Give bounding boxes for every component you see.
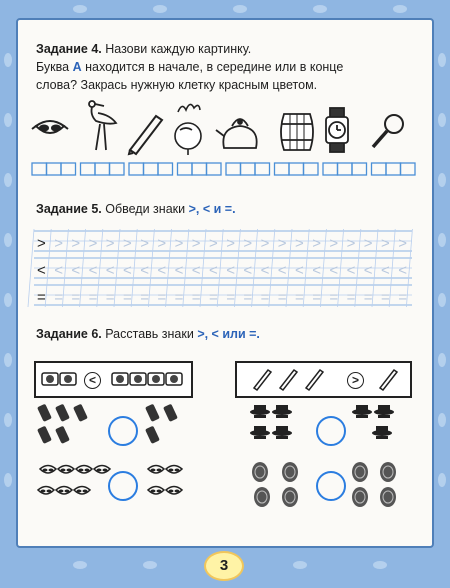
tracing-grid <box>28 229 412 307</box>
phone-icon <box>145 404 160 422</box>
trace-sign: < <box>88 262 98 279</box>
trace-sign: > <box>105 235 115 252</box>
phone-icon <box>37 404 52 422</box>
camera-icon <box>130 373 146 385</box>
trace-sign: = <box>88 289 98 306</box>
spy-hat-icon <box>272 426 292 439</box>
trace-sign: < <box>277 262 287 279</box>
trace-sign: > <box>226 235 235 252</box>
trace-sign: > <box>157 235 167 252</box>
spy-hat-icon <box>250 426 270 439</box>
answer-cell[interactable] <box>241 163 256 175</box>
phone-icon <box>37 426 52 444</box>
mask-icon <box>148 487 164 495</box>
trace-sign: > <box>277 235 287 252</box>
answer-cell[interactable] <box>129 163 144 175</box>
answer-cell[interactable] <box>81 163 96 175</box>
task4-title: Задание 4. <box>36 42 102 56</box>
trace-sign: > <box>37 235 46 252</box>
task6-instruction: Расставь знаки <box>105 327 194 341</box>
camera-icon <box>112 373 128 385</box>
trace-sign: = <box>54 289 63 306</box>
trace-sign: > <box>140 235 149 252</box>
trace-sign: > <box>260 235 270 252</box>
task5-instruction: Обведи знаки <box>105 202 186 216</box>
trace-sign: < <box>157 262 167 279</box>
mask-icon <box>32 121 68 133</box>
answer-cell[interactable] <box>304 163 319 175</box>
answer-cell[interactable] <box>323 163 338 175</box>
answer-cell[interactable] <box>255 163 270 175</box>
task6-signs: >, < или =. <box>197 327 260 341</box>
trace-sign: = <box>71 289 81 306</box>
trace-sign: < <box>209 262 218 279</box>
pencil-icon <box>129 116 162 154</box>
trace-sign: < <box>381 262 390 279</box>
fingerprint-icon <box>352 462 368 482</box>
answer-cell[interactable] <box>372 163 387 175</box>
task4-letter: А <box>72 60 82 74</box>
phone-icon <box>55 404 70 422</box>
left-box-sign: < <box>84 372 101 389</box>
camera-icon <box>166 373 182 385</box>
task6-line <box>36 325 260 343</box>
trace-sign: > <box>174 235 184 252</box>
answer-cell[interactable] <box>158 163 173 175</box>
trace-sign: > <box>209 235 218 252</box>
trace-sign: < <box>295 262 304 279</box>
answer-cell[interactable] <box>95 163 110 175</box>
trace-sign: < <box>363 262 373 279</box>
phone-icon <box>145 426 160 444</box>
trace-sign: < <box>398 262 407 279</box>
trace-sign: < <box>174 262 184 279</box>
trace-sign: < <box>260 262 270 279</box>
trace-sign: > <box>329 235 339 252</box>
trace-sign: = <box>329 289 339 306</box>
answer-cell[interactable] <box>207 163 222 175</box>
fingerprint-icon <box>380 462 396 482</box>
task4-instruction: Назови каждую картинку. <box>105 42 252 56</box>
phone-icon <box>73 404 88 422</box>
fingerprint-icon <box>252 462 268 482</box>
fingerprint-icon <box>282 462 298 482</box>
trace-sign: = <box>174 289 184 306</box>
trace-sign: < <box>191 262 201 279</box>
mask-icon <box>56 487 72 495</box>
mask-icon <box>148 466 164 474</box>
trace-sign: < <box>37 262 46 279</box>
mask-icon <box>58 466 74 474</box>
trace-sign: = <box>140 289 149 306</box>
trace-sign: > <box>191 235 201 252</box>
task5-title: Задание 5. <box>36 202 102 216</box>
answer-cell[interactable] <box>192 163 207 175</box>
task6-title: Задание 6. <box>36 327 102 341</box>
fingerprint-icon <box>352 487 368 507</box>
phone-icon <box>163 404 178 422</box>
answer-cell[interactable] <box>338 163 353 175</box>
trace-sign: > <box>312 235 321 252</box>
trace-sign: = <box>312 289 321 306</box>
answer-circle-3[interactable] <box>316 416 346 446</box>
answer-cell[interactable] <box>386 163 401 175</box>
spy-hat-icon <box>374 405 394 418</box>
trace-sign: = <box>398 289 407 306</box>
trace-sign: < <box>226 262 235 279</box>
trace-sign: = <box>381 289 390 306</box>
trace-sign: > <box>54 235 63 252</box>
camera-icon <box>42 373 58 385</box>
trace-sign: < <box>312 262 321 279</box>
task5-signs: >, < и =. <box>188 202 236 216</box>
trace-sign: > <box>243 235 253 252</box>
answer-cell[interactable] <box>61 163 76 175</box>
trace-sign: = <box>363 289 373 306</box>
trace-sign: > <box>346 235 356 252</box>
magnifier-icon <box>373 115 403 147</box>
trace-sign: = <box>209 289 218 306</box>
camera-icon <box>148 373 164 385</box>
trace-sign: < <box>71 262 81 279</box>
trace-sign: > <box>123 235 132 252</box>
answer-cell[interactable] <box>226 163 241 175</box>
answer-cell[interactable] <box>178 163 193 175</box>
mask-icon <box>74 487 90 495</box>
spy-hat-icon <box>352 405 372 418</box>
fingerprint-icon <box>282 487 298 507</box>
stork-icon <box>89 101 116 150</box>
task4-line3-text: слова? Закрась нужную клетку красным цветом. <box>36 78 318 92</box>
trace-sign: > <box>398 235 407 252</box>
answer-cell[interactable] <box>352 163 367 175</box>
trace-sign: > <box>88 235 98 252</box>
right-box-sign: > <box>347 372 364 389</box>
trace-sign: < <box>140 262 149 279</box>
task4-line2-end: находится в начале, в середине или в конце <box>85 60 344 74</box>
fingerprint-icon <box>380 487 396 507</box>
answer-cell[interactable] <box>144 163 159 175</box>
barrel-icon <box>281 114 313 150</box>
trace-sign: = <box>157 289 167 306</box>
trace-sign: > <box>363 235 373 252</box>
spy-hat-icon <box>250 405 270 418</box>
task4-line2-start: Буква <box>36 60 70 74</box>
trace-sign: = <box>37 289 46 306</box>
answer-cell[interactable] <box>47 163 62 175</box>
answer-circle-1[interactable] <box>108 416 138 446</box>
radish-icon <box>175 104 201 155</box>
mask-icon <box>76 466 92 474</box>
spy-hat-icon <box>372 426 392 439</box>
trace-sign: = <box>243 289 253 306</box>
answer-cells[interactable] <box>32 163 415 175</box>
trace-sign: = <box>123 289 132 306</box>
spy-hat-icon <box>272 405 292 418</box>
trace-sign: < <box>54 262 63 279</box>
camera-icon <box>60 373 76 385</box>
phone-icon <box>55 426 70 444</box>
trace-sign: = <box>191 289 201 306</box>
trace-sign: < <box>329 262 339 279</box>
task5-line <box>36 200 236 218</box>
trace-sign: > <box>381 235 390 252</box>
trace-sign: = <box>295 289 304 306</box>
trace-sign: = <box>277 289 287 306</box>
answer-cell[interactable] <box>110 163 125 175</box>
mask-icon <box>166 487 182 495</box>
watch-icon <box>326 108 348 152</box>
trace-sign: = <box>346 289 356 306</box>
trace-sign: = <box>105 289 115 306</box>
answer-cell[interactable] <box>32 163 47 175</box>
answer-cell[interactable] <box>401 163 416 175</box>
fingerprint-icon <box>254 487 270 507</box>
mask-icon <box>38 487 54 495</box>
answer-circle-4[interactable] <box>316 471 346 501</box>
trace-sign: < <box>243 262 253 279</box>
trace-sign: < <box>346 262 356 279</box>
mask-icon <box>40 466 56 474</box>
page-number: 3 <box>204 551 244 581</box>
trace-sign: = <box>260 289 270 306</box>
mask-icon <box>94 466 110 474</box>
trace-sign: = <box>226 289 235 306</box>
kettle-icon <box>216 119 257 148</box>
answer-cell[interactable] <box>275 163 290 175</box>
trace-sign: > <box>71 235 81 252</box>
mask-icon <box>166 466 182 474</box>
answer-cell[interactable] <box>289 163 304 175</box>
answer-circle-2[interactable] <box>108 471 138 501</box>
trace-sign: < <box>105 262 115 279</box>
trace-sign: < <box>123 262 132 279</box>
trace-sign: > <box>295 235 304 252</box>
